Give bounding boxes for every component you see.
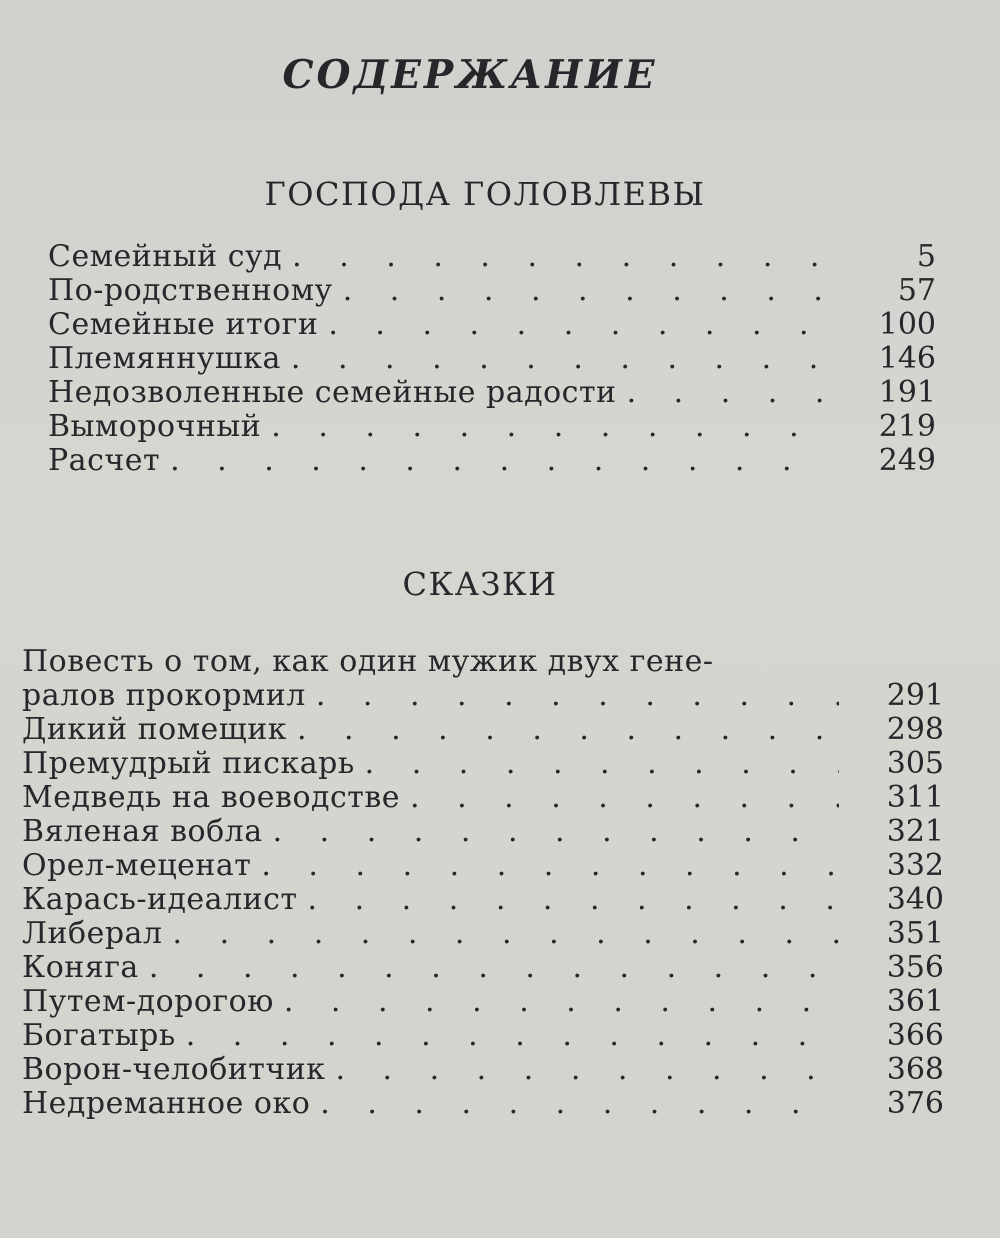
toc-entry-page: 100 [878,307,936,342]
dot-leader [170,444,831,478]
toc-entry-title: Выморочный [48,409,262,444]
toc-entry-title: Вяленая вобла [22,814,263,849]
toc-section-skazki [22,645,944,1121]
toc-entry-page: 146 [878,341,936,376]
toc-entry [22,1019,944,1053]
dot-leader [284,985,839,1019]
dot-leader [271,410,830,444]
toc-entry [48,376,936,410]
toc-entry-title: Либерал [22,916,163,951]
dot-leader [335,1053,838,1087]
toc-entry [48,444,936,478]
dot-leader [297,713,839,747]
toc-entry [22,747,944,781]
toc-entry-title: Ворон-челобитчик [22,1052,326,1087]
toc-entry-title: Недреманное око [22,1086,311,1121]
toc-entry-page: 5 [916,239,936,274]
toc-entry-page: 305 [886,746,944,781]
toc-entry-title-line1: Повесть о том, как один мужик двух гене- [22,644,714,679]
section-title-gospoda-golovlevy: ГОСПОДА ГОЛОВЛЕВЫ [264,175,706,213]
dot-leader [186,1019,839,1053]
dot-leader [320,1087,838,1121]
toc-entry-title: Недозволенные семейные радости [48,375,617,410]
dot-leader [292,240,836,274]
dot-leader [149,951,839,985]
toc-entry [22,849,944,883]
toc-entry-title: Семейный суд [48,239,283,274]
dot-leader [316,679,839,713]
dot-leader [273,815,839,849]
toc-entry-title: Богатырь [22,1018,176,1053]
toc-entry-title: Дикий помещик [22,712,287,747]
dot-leader [173,917,839,951]
toc-entry-title: По-родственному [48,273,333,308]
section-title-skazki: СКАЗКИ [402,565,558,603]
toc-entry-page: 298 [886,712,944,747]
toc-entry-title: Коняга [22,950,139,985]
toc-entry [48,410,936,444]
toc-entry-title: Медведь на воеводстве [22,780,401,815]
toc-entry [22,713,944,747]
toc-entry [48,308,936,342]
dot-leader [291,342,831,376]
toc-entry-title: Расчет [48,443,161,478]
toc-entry-title: Орел-меценат [22,848,252,883]
toc-entry-page: 376 [886,1086,944,1121]
dot-leader [365,747,839,781]
page-title: СОДЕРЖАНИЕ [282,52,658,98]
toc-section-gospoda-golovlevy [48,240,936,478]
dot-leader [308,883,839,917]
toc-entry-title: Племяннушка [48,341,281,376]
toc-entry [48,274,936,308]
toc-entry-page: 356 [886,950,944,985]
toc-entry-page: 191 [878,375,936,410]
toc-entry [22,883,944,917]
toc-entry-page: 361 [886,984,944,1019]
toc-entry [22,1053,944,1087]
toc-entry-page: 321 [886,814,944,849]
toc-entry-page: 332 [886,848,944,883]
toc-entry [22,679,944,713]
dot-leader [627,376,831,410]
dot-leader [343,274,836,308]
toc-entry-page: 366 [886,1018,944,1053]
toc-entry-title: ралов прокормил [22,678,306,713]
toc-entry-title: Семейные итоги [48,307,319,342]
toc-entry [22,781,944,815]
toc-entry-page: 57 [897,273,936,308]
toc-entry [22,917,944,951]
toc-entry-page: 351 [886,916,944,951]
toc-entry-page: 368 [886,1052,944,1087]
toc-entry-page: 291 [886,678,944,713]
toc-entry [22,1087,944,1121]
toc-entry-title: Карась-идеалист [22,882,298,917]
dot-leader [328,308,830,342]
toc-entry-page: 340 [886,882,944,917]
dot-leader [410,781,839,815]
toc-entry-title: Премудрый пискарь [22,746,355,781]
toc-entry-page: 311 [886,780,944,815]
toc-entry [22,815,944,849]
toc-entry [22,985,944,1019]
dot-leader [261,849,838,883]
toc-entry-page: 249 [878,443,936,478]
toc-entry [48,240,936,274]
toc-entry-page: 219 [878,409,936,444]
toc-entry [48,342,936,376]
toc-entry-title: Путем-дорогою [22,984,274,1019]
toc-entry [22,951,944,985]
